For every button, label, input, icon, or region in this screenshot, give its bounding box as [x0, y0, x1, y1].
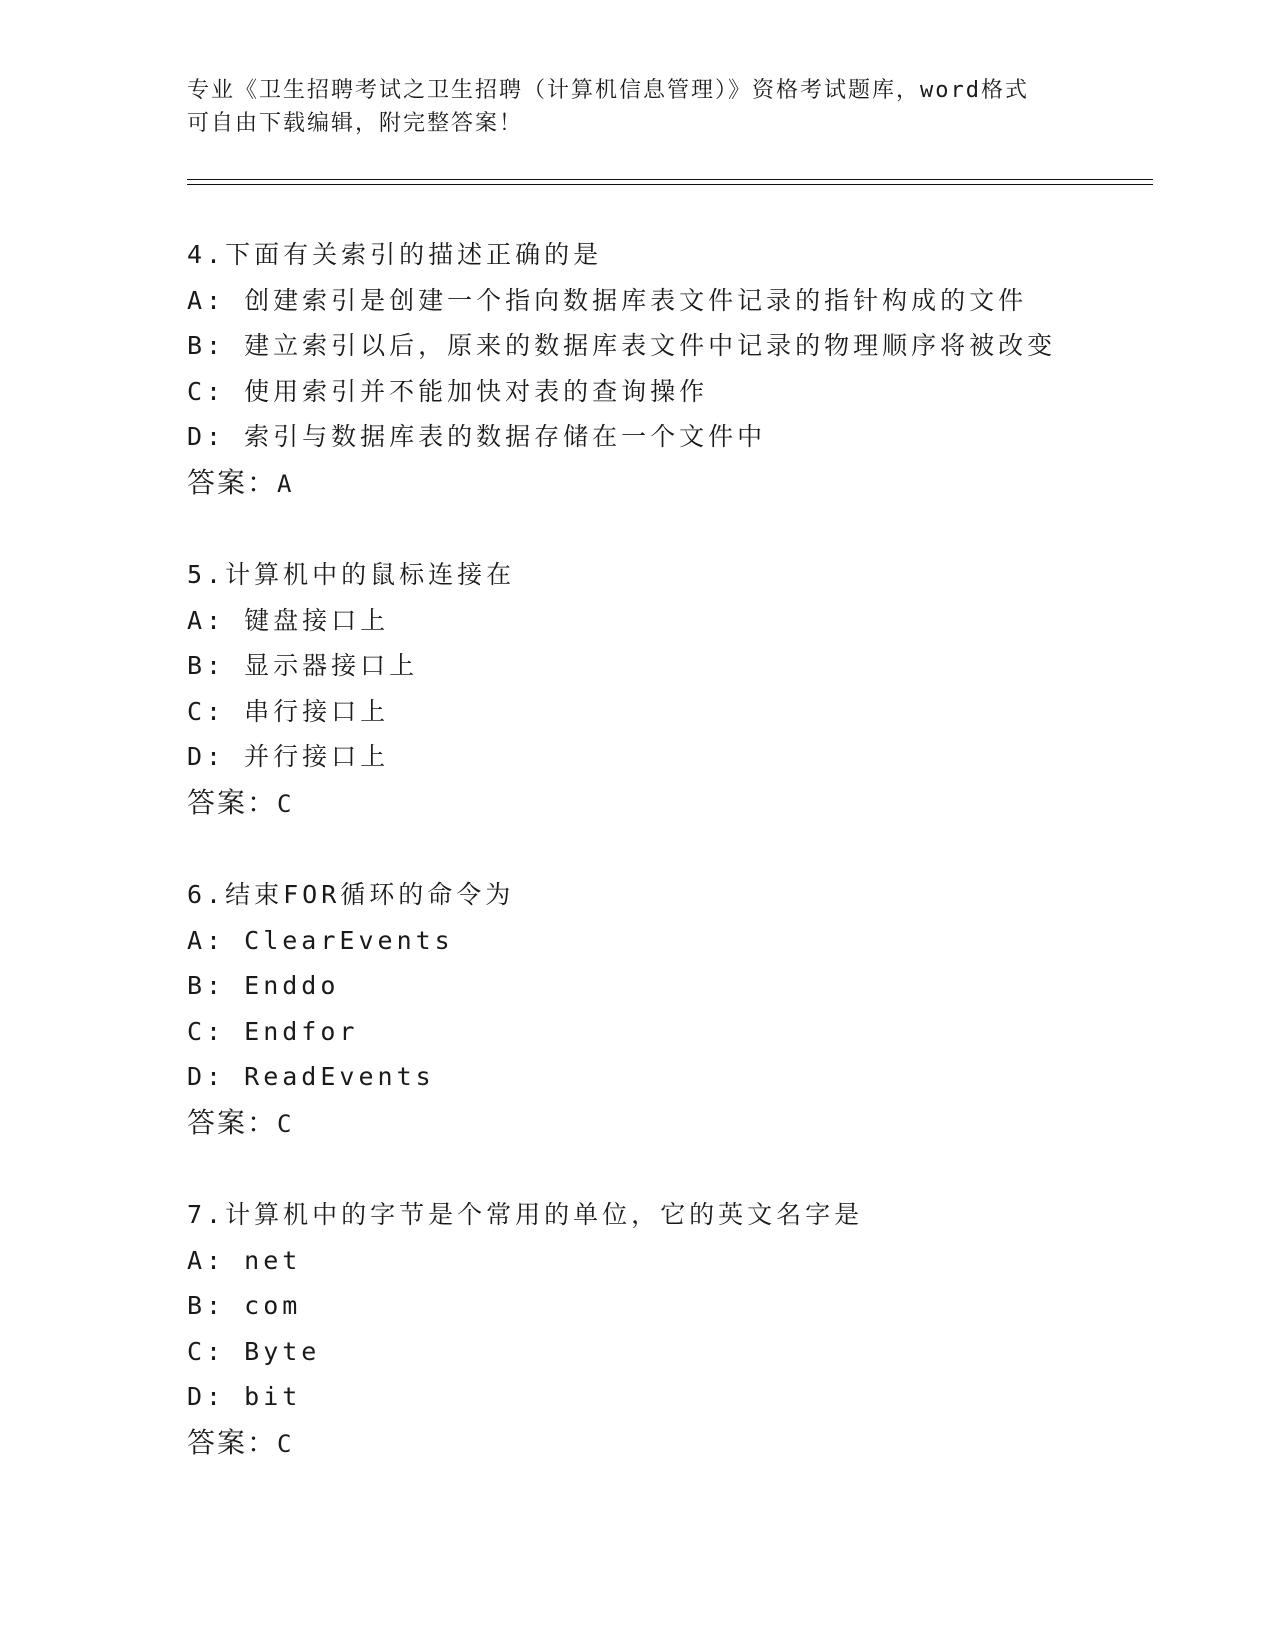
- answer-label: 答案：: [187, 785, 278, 819]
- option-c: C: Endfor: [187, 1016, 359, 1046]
- option-c: C: 使用索引并不能加快对表的查询操作: [187, 376, 709, 406]
- header-divider-bottom: [187, 184, 1153, 185]
- question-block: [187, 558, 1187, 831]
- option-b: B: 显示器接口上: [187, 651, 419, 680]
- option-c: C: 串行接口上: [187, 696, 390, 726]
- answer-label: 答案：: [187, 465, 278, 499]
- header-line-1: 专业《卫生招聘考试之卫生招聘（计算机信息管理）》资格考试题库，word格式: [187, 78, 1029, 103]
- question-block: [187, 238, 1187, 511]
- header-line-2: 可自由下载编辑，附完整答案！: [187, 111, 524, 136]
- question-stem: 6.结束FOR循环的命令为: [187, 880, 515, 909]
- option-b: B: Enddo: [187, 971, 340, 1000]
- question-block: [187, 878, 1187, 1151]
- option-a: A: net: [187, 1245, 302, 1275]
- document-header: [187, 74, 1087, 140]
- answer-value: C: [277, 1109, 294, 1138]
- option-a: A: ClearEvents: [187, 925, 454, 955]
- option-d: D: ReadEvents: [187, 1062, 435, 1091]
- answer-label: 答案：: [187, 1425, 278, 1459]
- option-b: B: com: [187, 1291, 302, 1320]
- answer-line: [187, 1426, 1187, 1472]
- answer-value: A: [277, 469, 294, 498]
- header-divider-top: [187, 179, 1153, 180]
- option-c: C: Byte: [187, 1336, 321, 1366]
- option-b: B: 建立索引以后，原来的数据库表文件中记录的物理顺序将被改变: [187, 331, 1057, 360]
- option-a: A: 创建索引是创建一个指向数据库表文件记录的指针构成的文件: [187, 285, 1028, 315]
- option-d: D: 并行接口上: [187, 742, 390, 771]
- question-stem: 5.计算机中的鼠标连接在: [187, 560, 516, 589]
- answer-value: C: [277, 1429, 294, 1458]
- answer-line: [187, 1106, 1187, 1152]
- option-a: A: 键盘接口上: [187, 605, 390, 635]
- option-d: D: 索引与数据库表的数据存储在一个文件中: [187, 422, 767, 451]
- answer-label: 答案：: [187, 1105, 278, 1139]
- question-block: [187, 1198, 1187, 1471]
- question-stem: 4.下面有关索引的描述正确的是: [187, 240, 603, 269]
- answer-line: [187, 786, 1187, 832]
- question-stem: 7.计算机中的字节是个常用的单位，它的英文名字是: [187, 1200, 864, 1229]
- answer-line: [187, 466, 1187, 512]
- option-d: D: bit: [187, 1382, 302, 1411]
- answer-value: C: [277, 789, 294, 818]
